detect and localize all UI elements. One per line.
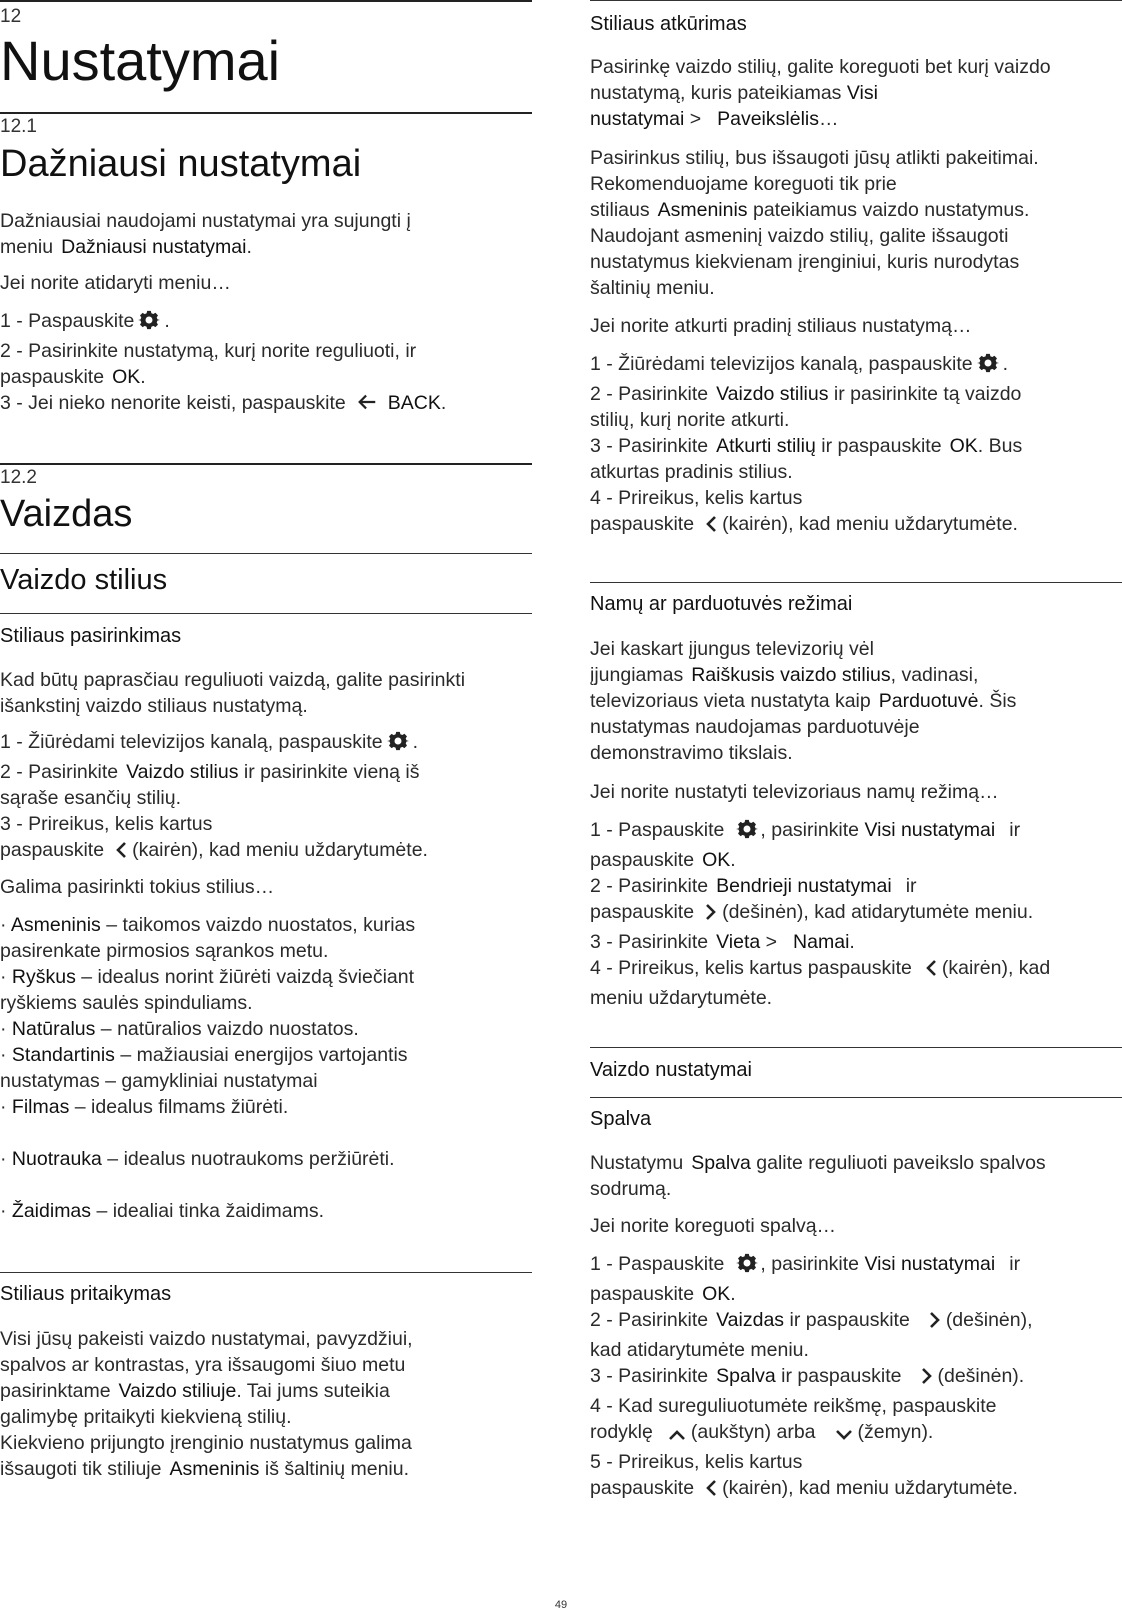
list-item: · Filmas – idealus filmams žiūrėti. [0, 1096, 289, 1118]
paragraph: Kad būtų paprasčiau reguliuoti vaizdą, galite pasirinkti išankstinį vaizdo stiliaus nustatymą. [0, 669, 466, 717]
paragraph: Galima pasirinkti tokius stilius… [0, 876, 275, 898]
gear-icon [977, 352, 999, 381]
heading-rule [590, 1097, 1122, 1098]
chapter-number: 12 [0, 6, 22, 27]
list-item: · Ryškus – idealus norint žiūrėti vaizdą šviečiant [0, 966, 415, 988]
gear-icon [138, 309, 160, 338]
chapter-rule [0, 0, 532, 2]
chevron-down-icon [834, 1423, 854, 1449]
step: 3 - Prireikus, kelis kartus [0, 813, 213, 835]
section-rule [0, 112, 532, 114]
steps-list: 1 - Žiūrėdami televizijos kanalą, paspauskite . 2 - Pasirinkite Vaizdo stilius ir pasirinkite vieną iš sąraše esančių stilių. 3 - Prireikus, kelis kartus paspauskite (kairėn), kad meniu uždarytumėte. [0, 729, 532, 867]
chevron-left-icon [704, 1478, 718, 1505]
step: 5 - Prireikus, kelis kartus [590, 1451, 803, 1473]
step: 3 - Pasirinkite Spalva ir paspauskite (dešinėn). [590, 1363, 1122, 1393]
subheading: Stiliaus atkūrimas [590, 13, 747, 35]
step: 3 - Pasirinkite Atkurti stilių ir paspauskite OK. Bus [590, 435, 1023, 457]
list-item: · Nuotrauka – idealus nuotraukoms peržiūrėti. [0, 1148, 395, 1170]
step: 1 - Žiūrėdami televizijos kanalą, paspauskite . [590, 351, 1122, 381]
step: 1 - Žiūrėdami televizijos kanalą, paspauskite . [0, 729, 532, 759]
steps-list [0, 308, 532, 420]
arrow-left-icon [356, 391, 378, 420]
paragraph: Jei norite koreguoti spalvą… [590, 1215, 837, 1237]
chevron-right-icon [704, 902, 718, 929]
page-number: 49 [554, 1599, 568, 1611]
gear-icon [736, 818, 758, 847]
heading-rule [0, 613, 532, 614]
section-number: 12.2 [0, 467, 37, 488]
chapter-title: Nustatymai [0, 29, 281, 92]
chevron-right-icon [928, 1310, 942, 1337]
subheading: Vaizdo nustatymai [590, 1059, 752, 1081]
steps-list: 1 - Žiūrėdami televizijos kanalą, paspauskite . 2 - Pasirinkite Vaizdo stilius ir pasirinkite tą vaizdo stilių, kurį norite atkurti. 3 - Pasirinkite Atkurti stilių ir paspauskite OK. Bus atkurtas pradinis stilius. 4 - Prireikus, kelis kartus paspauskite (kairėn), kad meniu uždarytumėte. [590, 351, 1122, 541]
heading-rule [0, 1272, 532, 1273]
step: 4 - Kad sureguliuotumėte reikšmę, paspauskite [590, 1395, 997, 1417]
section-title: Dažniausi nustatymai [0, 143, 362, 185]
step: 3 - Jei nieko nenorite keisti, paspauskite BACK. [0, 390, 532, 420]
paragraph: Pasirinkus stilių, bus išsaugoti jūsų atlikti pakeitimai. Rekomenduojame koreguoti tik prie stiliaus Asmeninis pateikiamus vaizdo nustatymus. Naudojant asmeninį vaizdo stilių, galite išsaugoti nustatymus kiekvienam įrenginiui, kuris nurodytas šaltinių meniu. [590, 147, 1039, 299]
menu-term: Dažniausi nustatymai [61, 236, 247, 258]
paragraph: Jei norite atidaryti meniu… [0, 272, 231, 294]
section-number: 12.1 [0, 116, 37, 137]
list-item: · Natūralus – natūralios vaizdo nuostatos. [0, 1018, 359, 1040]
steps-list: 1 - Paspauskite , pasirinkite Visi nustatymai ir paspauskite OK. 2 - Pasirinkite Bendrieji nustatymai ir paspauskite (dešinėn), kad atidarytumėte meniu. 3 - Pasirinkite Vieta > Namai. 4 - Prireikus, kelis kartus paspauskite (kairėn), kad meniu uždarytumėte. [590, 817, 1122, 1011]
list-item: · Asmeninis – taikomos vaizdo nuostatos, kurias [0, 914, 416, 936]
chevron-up-icon [667, 1423, 687, 1449]
paragraph: Jei norite nustatyti televizoriaus namų režimą… [590, 781, 999, 803]
heading: Vaizdo stilius [0, 564, 168, 596]
chevron-left-icon [114, 840, 128, 867]
heading-rule [590, 582, 1122, 583]
style-list: · Asmeninis – taikomos vaizdo nuostatos, kurias pasirenkate pirmosios sąrankos metu. · Ryškus – idealus norint žiūrėti vaizdą šviečiant ryškiems saulės spinduliams. · Natūralus – natūralios vaizdo nuostatos. · Standartinis – mažiausiai energijos vartojantis nustatymas – gamykliniai nustatymai · Filmas – idealus filmams žiūrėti. · Nuotrauka – idealus nuotraukoms peržiūrėti. · Žaidimas – idealiai tinka žaidimams. [0, 912, 532, 1224]
paragraph: Dažniausiai naudojami nustatymai yra sujungti į meniu Dažniausi nustatymai. [0, 208, 532, 260]
steps-list: 1 - Paspauskite , pasirinkite Visi nustatymai ir paspauskite OK. 2 - Pasirinkite Vaizdas ir paspauskite (dešinėn), kad atidarytumėte meniu. 3 - Pasirinkite Spalva ir paspauskite (dešinėn). 4 - Kad sureguliuotumėte reikšmę, paspauskite rodyklę (aukštyn) arba (žemyn). 5 - Prireikus, kelis kartus paspauskite (kairėn), kad meniu uždarytumėte. [590, 1251, 1122, 1505]
gear-icon [387, 730, 409, 759]
step: 4 - Prireikus, kelis kartus [590, 487, 803, 509]
paragraph: Pasirinkę vaizdo stilių, galite koreguoti bet kurį vaizdo nustatymą, kuris pateikiamas Visi nustatymai > Paveikslėlis… [590, 56, 1051, 130]
step: paspauskite OK. [0, 366, 146, 388]
paragraph: Jei norite atkurti pradinį stiliaus nustatymą… [590, 315, 972, 337]
section-rule [0, 463, 532, 465]
step: 1 - Paspauskite , pasirinkite Visi nustatymai ir [590, 1251, 1122, 1281]
subheading: Stiliaus pritaikymas [0, 1283, 172, 1305]
subheading: Spalva [590, 1108, 652, 1130]
step: 1 - Paspauskite , pasirinkite Visi nustatymai ir [590, 817, 1122, 847]
chevron-right-icon [920, 1366, 934, 1393]
chevron-left-icon [704, 514, 718, 541]
step: 1 - Paspauskite . [0, 308, 532, 338]
paragraph: Jei kaskart įjungus televizorių vėl įjungiamas Raiškusis vaizdo stilius, vadinasi, televizoriaus vieta nustatyta kaip Parduotuvė. Šis nustatymas naudojamas parduotuvėje demonstravimo tikslais. [590, 638, 1017, 764]
list-item: · Žaidimas – idealiai tinka žaidimams. [0, 1200, 325, 1222]
step: 2 - Pasirinkite Vaizdo stilius ir pasirinkite vieną iš [0, 761, 420, 783]
step: 2 - Pasirinkite Vaizdas ir paspauskite (dešinėn), [590, 1307, 1122, 1337]
gear-icon [736, 1252, 758, 1281]
subheading: Namų ar parduotuvės režimai [590, 593, 853, 615]
step: 2 - Pasirinkite Vaizdo stilius ir pasirinkite tą vaizdo [590, 383, 1022, 405]
step: 2 - Pasirinkite nustatymą, kurį norite reguliuoti, ir [0, 340, 417, 362]
step: 2 - Pasirinkite Bendrieji nustatymai ir [590, 875, 917, 897]
heading-rule [0, 553, 532, 554]
subheading: Stiliaus pasirinkimas [0, 625, 182, 647]
section-title: Vaizdas [0, 493, 133, 535]
paragraph: Nustatymu Spalva galite reguliuoti paveikslo spalvos sodrumą. [590, 1152, 1046, 1200]
chevron-left-icon [924, 958, 938, 985]
heading-rule [590, 0, 1122, 1]
list-item: · Standartinis – mažiausiai energijos vartojantis [0, 1044, 408, 1066]
paragraph: Visi jūsų pakeisti vaizdo nustatymai, pavyzdžiui, spalvos ar kontrastas, yra išsaugomi šiuo metu pasirinktame Vaizdo stiliuje. Tai jums suteikia galimybę pritaikyti kiekvieną stilių. Kiekvieno prijungto įrenginio nustatymus galima išsaugoti tik stiliuje Asmeninis iš šaltinių meniu. [0, 1328, 413, 1480]
step: 4 - Prireikus, kelis kartus paspauskite (kairėn), kad [590, 955, 1122, 985]
step: 3 - Pasirinkite Vieta > Namai. [590, 931, 855, 953]
heading-rule [590, 1047, 1122, 1048]
text-line: Dažniausiai naudojami nustatymai yra sujungti į [0, 210, 411, 232]
